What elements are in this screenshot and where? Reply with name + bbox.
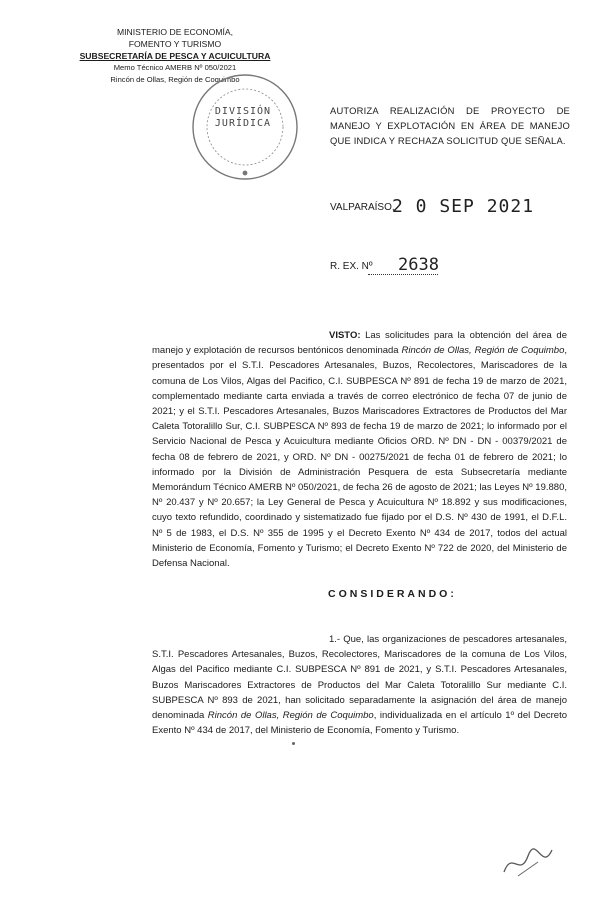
c1-text-2: , individualizada en el artículo 1º del Decreto Exento Nº 434 de 2017, del Ministerio de Economía, Fomento y Turismo.	[152, 710, 568, 737]
seal-dept-line1: DIVISIÓN	[214, 106, 272, 117]
page-dot	[292, 742, 295, 745]
ministry-name-cont: FOMENTO Y TURISMO	[128, 39, 222, 49]
considerando-heading: CONSIDERANDO:	[328, 588, 457, 600]
resolution-label: R. EX. Nº	[330, 261, 373, 272]
resolution-number: 2638	[398, 255, 439, 275]
ministry-name: MINISTERIO DE ECONOMÍA,	[116, 27, 234, 37]
area-reference: Rincón de Ollas, Región de Coquimbo	[110, 75, 240, 84]
resolution-subject: AUTORIZA REALIZACIÓN DE PROYECTO DE MANEJO Y EXPLOTACIÓN EN ÁREA DE MANEJO QUE INDICA Y RECHAZA SOLICITUD QUE SEÑALA.	[330, 105, 570, 146]
c1-text-1: 1.- Que, las organizaciones de pescadores artesanales, S.T.I. Pescadores Artesanales, Buzos, Recolectores, Mariscadores de la comuna de Los Vilos, Algas del Pacifico mediante C.I. SUBPESCA Nº 891 de 2021, y S.T.I. Pescadores Artesanales, Buzos Mariscadores Extractores de Productos del Mar Caleta Totoralillo Sur mediante C.I. SUBPESCA Nº 893 de 2021, han solicitado separadamente la asignación del área de manejo denominada	[152, 634, 567, 722]
signature-mark	[498, 842, 558, 882]
c1-area-name: Rincón de Ollas, Región de Coquimbo	[207, 710, 374, 722]
seal-dept-line2: JURÍDICA	[214, 118, 272, 129]
place-label: VALPARAÍSO,	[330, 202, 395, 213]
visto-area-name: Rincón de Ollas, Región de Coquimbo	[401, 345, 565, 357]
visto-label: VISTO:	[329, 330, 361, 341]
visto-text-1: Las solicitudes para la obtención del área de manejo y explotación de recursos bentónicos denominada	[152, 330, 567, 357]
seal-department	[213, 106, 273, 130]
visto-text-2: , presentados por el S.T.I. Pescadores Artesanales, Buzos, Recolectores, Mariscadores de la comuna de Los Vilos, Algas del Pacifico, C.I. SUBPESCA Nº 891 de fecha 19 de marzo de 2021, complementado mediante carta enviada a través de correo electrónico de fecha 07 de junio de 2021; y el S.T.I. Pescadores Artesanales, Buzos Mariscadores Extractores de Productos del Mar Caleta Totoralillo Sur, C.I. SUBPESCA Nº 893 de fecha 19 de marzo de 2021; lo informado por el Servicio Nacional de Pesca y Acuicultura mediante Oficios ORD. Nº DN - DN - 00379/2021 de fecha 08 de febrero de 2021, y ORD. Nº DN - 00275/2021 de fecha 01 de febrero de 2021; lo informado por la División de Administración Pesquera de esta Subsecretaría mediante Memorándum Técnico AMERB Nº 050/2021, de fecha 26 de agosto de 2021; las Leyes Nº 19.880, Nº 20.437 y Nº 20.657; la Ley General de Pesca y Acuicultura Nº 18.892 y sus modificaciones, cuyo texto refundido, coordinado y sistematizado fue fijado por el D.S. Nº 430 de 1991, el D.F.L. Nº 5 de 1983, el D.S. Nº 355 de 1995 y el Decreto Exento Nº 434 de 2017, todos del actual Ministerio de Economía, Fomento y Turismo; el Decreto Exento Nº 722 de 2020, del Ministerio de Defensa Nacional.	[152, 345, 568, 570]
subsecretary-name: SUBSECRETARÍA DE PESCA Y ACUICULTURA	[79, 51, 271, 61]
date-stamp: 2 0 SEP 2021	[392, 196, 535, 217]
considerando-paragraph-1	[152, 632, 567, 738]
visto-paragraph	[152, 328, 567, 571]
memo-reference: Memo Técnico AMERB Nº 050/2021	[113, 63, 237, 72]
